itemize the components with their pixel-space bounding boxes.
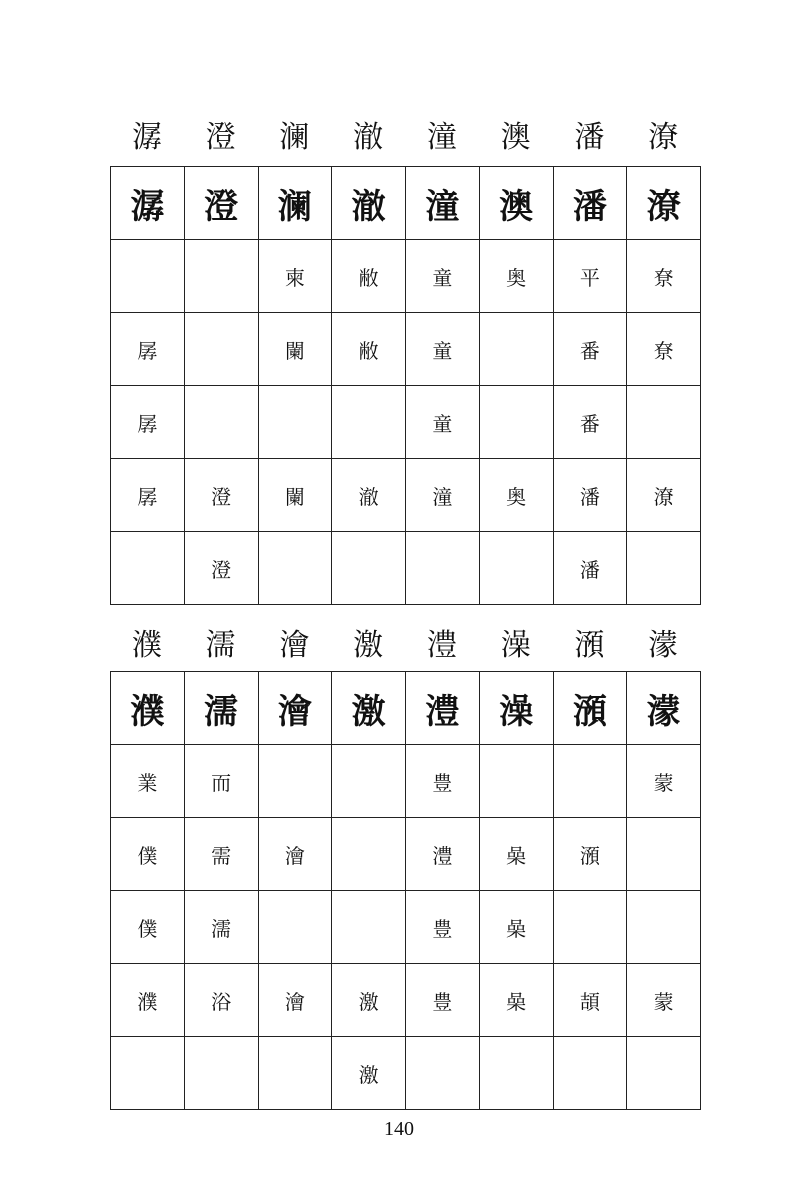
glyph-cell: 澧 [406,818,480,891]
glyph-cell [406,532,480,605]
glyph-cell [332,891,406,964]
section-1-header-row [110,118,700,158]
glyph-cell: 孱 [111,386,185,459]
glyph-cell [479,386,553,459]
glyph-cell: 澧 [406,672,480,745]
table-row [111,672,701,745]
page-number: 140 [384,1118,414,1140]
column-header: 潼 [426,120,457,155]
column-header: 澦 [574,628,605,663]
glyph-cell [184,1037,258,1110]
glyph-cell [258,532,332,605]
table-row [111,386,701,459]
glyph-cell: 潦 [627,459,701,532]
glyph-cell: 番 [553,386,627,459]
glyph-cell: 澄 [184,167,258,240]
glyph-cell: 番 [553,313,627,386]
glyph-cell: 潘 [553,532,627,605]
glyph-cell [258,745,332,818]
glyph-cell [258,891,332,964]
glyph-cell [406,1037,480,1110]
column-header: 澡 [500,628,531,663]
glyph-cell [332,386,406,459]
glyph-cell: 豊 [406,964,480,1037]
glyph-cell [553,1037,627,1110]
glyph-cell: 激 [332,964,406,1037]
glyph-cell: 濡 [184,891,258,964]
glyph-cell: 潼 [406,459,480,532]
column-header: 澈 [353,120,384,155]
glyph-cell [553,745,627,818]
glyph-cell: 奥 [479,240,553,313]
glyph-cell: 潺 [111,167,185,240]
glyph-cell: 僕 [111,818,185,891]
column-header: 澜 [279,120,310,155]
glyph-cell [184,386,258,459]
glyph-cell: 澄 [184,532,258,605]
glyph-cell: 澈 [332,459,406,532]
glyph-cell: 需 [184,818,258,891]
glyph-cell [627,818,701,891]
glyph-cell: 喿 [479,964,553,1037]
glyph-cell [553,891,627,964]
glyph-cell: 濡 [184,672,258,745]
glyph-cell: 喿 [479,891,553,964]
glyph-cell: 尞 [627,313,701,386]
glyph-cell [479,1037,553,1110]
glyph-cell: 潦 [627,167,701,240]
glyph-cell: 澜 [258,167,332,240]
glyph-cell [627,386,701,459]
glyph-cell [627,532,701,605]
glyph-cell: 奥 [479,459,553,532]
glyph-cell [184,240,258,313]
glyph-cell [332,745,406,818]
glyph-cell: 孱 [111,459,185,532]
table-row [111,532,701,605]
glyph-cell: 童 [406,313,480,386]
glyph-cell: 澡 [479,672,553,745]
table-row [111,459,701,532]
glyph-cell: 而 [184,745,258,818]
glyph-cell: 童 [406,386,480,459]
glyph-cell: 澦 [553,672,627,745]
table-row [111,240,701,313]
column-header: 潦 [648,120,679,155]
glyph-cell [479,313,553,386]
column-header: 激 [353,628,384,663]
column-header: 澧 [426,628,457,663]
glyph-cell: 敝 [332,240,406,313]
table-row [111,167,701,240]
glyph-cell: 潼 [406,167,480,240]
column-header: 潘 [574,120,605,155]
glyph-cell: 僕 [111,891,185,964]
glyph-cell [627,891,701,964]
column-header: 澄 [205,120,236,155]
glyph-cell: 濛 [627,672,701,745]
glyph-cell [332,818,406,891]
glyph-cell: 尞 [627,240,701,313]
glyph-cell: 澦 [553,818,627,891]
glyph-cell [111,1037,185,1110]
glyph-cell: 潘 [553,167,627,240]
table-row [111,891,701,964]
glyph-cell: 澄 [184,459,258,532]
glyph-cell [258,386,332,459]
glyph-cell: 澈 [332,167,406,240]
glyph-cell: 蒙 [627,964,701,1037]
glyph-cell [479,532,553,605]
glyph-cell [627,1037,701,1110]
glyph-cell: 闌 [258,459,332,532]
glyph-cell: 喿 [479,818,553,891]
glyph-cell: 澮 [258,672,332,745]
glyph-cell: 童 [406,240,480,313]
glyph-cell [258,1037,332,1110]
column-header: 潺 [131,120,162,155]
glyph-cell: 濮 [111,964,185,1037]
table-row [111,1037,701,1110]
column-header: 濛 [648,628,679,663]
glyph-cell: 激 [332,1037,406,1110]
table-row [111,745,701,818]
glyph-cell: 孱 [111,313,185,386]
section-1-seal-script-table [110,166,701,605]
column-header: 濮 [131,628,162,663]
glyph-cell [111,240,185,313]
glyph-cell: 闌 [258,313,332,386]
glyph-cell: 豊 [406,891,480,964]
glyph-cell: 浴 [184,964,258,1037]
table-row [111,313,701,386]
glyph-cell: 頡 [553,964,627,1037]
glyph-cell: 豊 [406,745,480,818]
section-2-header-row [110,626,700,666]
glyph-cell: 柬 [258,240,332,313]
glyph-cell: 業 [111,745,185,818]
glyph-cell: 蒙 [627,745,701,818]
column-header: 濡 [205,628,236,663]
glyph-cell: 敝 [332,313,406,386]
glyph-cell [332,532,406,605]
glyph-cell: 潘 [553,459,627,532]
glyph-cell: 平 [553,240,627,313]
glyph-cell [479,745,553,818]
table-row [111,964,701,1037]
section-2-seal-script-table [110,671,701,1110]
glyph-cell: 澮 [258,818,332,891]
glyph-cell: 澳 [479,167,553,240]
table-row [111,818,701,891]
glyph-cell: 激 [332,672,406,745]
column-header: 澳 [500,120,531,155]
column-header: 澮 [279,628,310,663]
glyph-cell: 濮 [111,672,185,745]
glyph-cell: 澮 [258,964,332,1037]
glyph-cell [111,532,185,605]
glyph-cell [184,313,258,386]
